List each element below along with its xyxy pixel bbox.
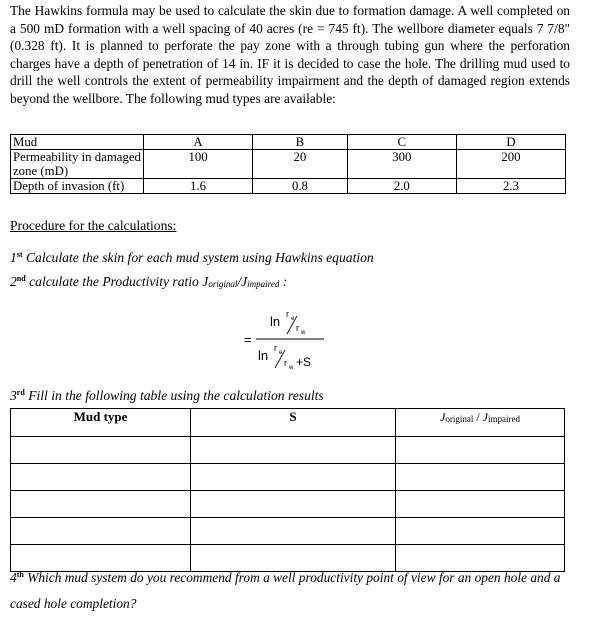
header-s: S [191,409,396,437]
table-cell: D [456,135,565,150]
table-cell: A [144,135,253,150]
header-j-ratio: Joriginal / Jimpaired [396,409,565,437]
table-cell: C [347,135,456,150]
table-cell: 300 [347,150,456,179]
table-row [11,491,565,518]
header-mud-type: Mud type [11,409,191,437]
procedure-title: Procedure for the calculations: [10,218,177,233]
formula-r: r [284,358,287,368]
table-cell [396,437,565,464]
table-cell [11,437,191,464]
formula-equals: = [244,332,252,347]
table-cell: 2.0 [347,179,456,194]
table-cell: 20 [253,150,348,179]
mud-properties-table [10,134,566,194]
step-3: 3rd Fill in the following table using the calculation results [10,388,324,403]
table-cell: 0.8 [253,179,348,194]
table-cell [11,464,191,491]
results-table [10,408,565,572]
formula-plus-s: +S [296,355,312,369]
table-cell: 200 [456,150,565,179]
intro-paragraph: The Hawkins formula may be used to calculate the skin due to formation damage. A well completed on a 500 mD formation with a well spacing of 40 acres (re = 745 ft). The wellbore diameter equals 7 7/8" (0.328 ft). It is planned to perforate the pay zone with a through tubing gun where the perforation charges have a depth of penetration of 14 in. IF it is decided to case the hole. The drilling mud used to drill the well controls the extent of permeability impairment and the depth of damaged region extends beyond the wellbore. The following mud types are available: [10,3,570,106]
row-label: Depth of invasion (ft) [11,179,144,194]
table-row [11,464,565,491]
table-row [11,437,565,464]
table-cell [396,464,565,491]
productivity-ratio-formula [242,308,352,378]
table-cell: 100 [144,150,253,179]
step-2: 2nd calculate the Productivity ratio Joriginal/Jimpaired : [10,274,288,289]
formula-w: w [301,330,306,336]
step-1: 1st Calculate the skin for each mud system using Hawkins equation [10,250,374,265]
table-row [11,135,566,150]
row-label: Permeability in damaged zone (mD) [11,150,144,179]
table-row [11,179,566,194]
table-cell [191,437,396,464]
table-cell [11,518,191,545]
formula-ln: ln [270,314,281,329]
table-row [11,150,566,179]
table-cell [191,491,396,518]
row-label: Mud [11,135,144,150]
formula-r: r [286,309,289,319]
table-row [11,518,565,545]
formula-e: e [291,316,295,322]
formula-r: r [296,323,299,333]
table-cell [11,491,191,518]
table-cell [191,518,396,545]
step-4: 4th Which mud system do you recommend from a well productivity point of view for an open hole and a cased hole completion? [10,570,561,611]
table-cell: 1.6 [144,179,253,194]
table-cell [396,491,565,518]
formula-w: w [289,365,294,371]
formula-ln: ln [258,348,269,363]
formula-e: e [279,350,283,356]
table-cell: 2.3 [456,179,565,194]
table-cell: B [253,135,348,150]
formula-r: r [274,343,277,353]
table-header-row [11,409,565,437]
table-cell [396,518,565,545]
table-cell [191,464,396,491]
